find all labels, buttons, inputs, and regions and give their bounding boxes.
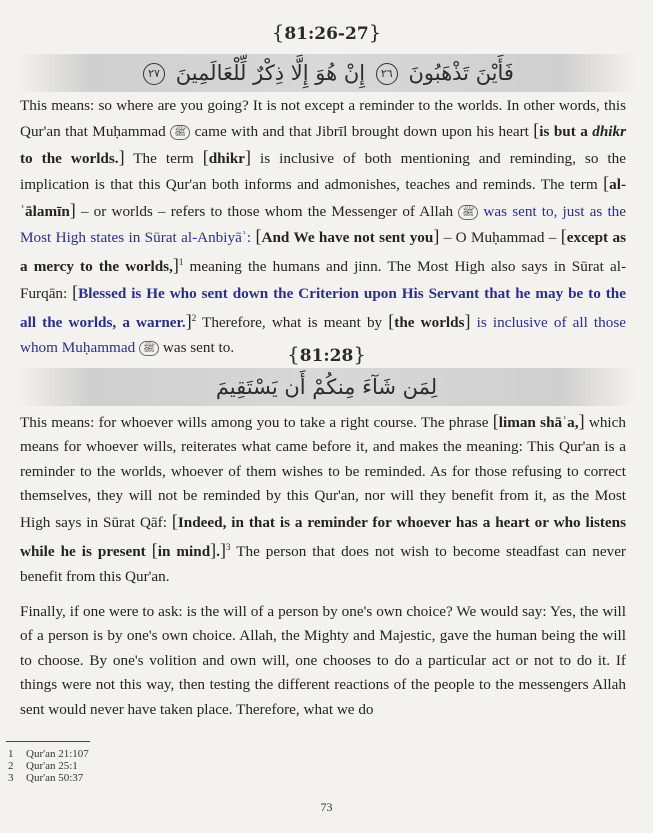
text-run: is inclusive of all those whom Muḥammad (20, 314, 626, 356)
salutation-symbol: ﷺ (458, 205, 478, 220)
footnote-3 (8, 772, 83, 784)
arabic-verse-text-1 (139, 61, 514, 85)
quran-quote: Indeed, in that is a reminder for whoever has a heart or who listens while he is present (20, 513, 627, 561)
footnote-number: 2 (8, 760, 14, 772)
bold-run: is but a (539, 123, 593, 141)
verse-reference-1: {81:26-27} (271, 20, 382, 44)
arabic-verse-banner-1 (18, 54, 635, 92)
text-run: is inclusive of both mentioning and reminding, so the implication is that this Qur'an both informs and admonishes, teaches and reminds. The term (20, 149, 626, 194)
arabic-phrase-b: إِنْ هُوَ إِلَّا ذِكْرٌ لِّلْعَالَمِينَ (175, 61, 366, 85)
footnote-text: Qur'an 21:107 (26, 748, 89, 760)
text-run: This means: so where are you going? It is not except a reminder to the worlds. In other words, this Qur'an that Muḥammad (20, 97, 626, 141)
footnote-1 (8, 748, 89, 760)
text-run: which means for whoever wills, reiterates what came before it, and makes the meaning: This Qur'an is a reminder to the worlds, whoever of them wishes to be reminded. As for those refusing to correct themselves, they will not be reminded by this Qur'an, nor will they benefit from it, as the Most High says in Sūrat Qāf: (20, 414, 626, 531)
italic-term: dhikr (592, 123, 627, 141)
bold-term: dhikr (208, 149, 246, 167)
bold-term: the worlds (394, 314, 465, 332)
quran-quote: . (216, 543, 220, 561)
text-run: This means: for whoever wills among you to take a right course. The phrase (20, 414, 493, 431)
footnote-number: 3 (8, 772, 14, 784)
verse-reference-text: 81:26-27 (284, 24, 369, 44)
verse-reference-text: 81:28 (299, 346, 354, 366)
page-number: 73 (320, 800, 333, 814)
quran-quote: Blessed is He who sent down the Criterion upon His Servant that he may be to the all the worlds, a warner. (20, 284, 626, 332)
arabic-verse-banner-2 (18, 368, 635, 406)
salutation-symbol: ﷺ (139, 341, 159, 356)
footnote-ref-2: 2 (191, 313, 197, 324)
text-run: – O Muḥammad – (439, 229, 561, 247)
footnote-text: Qur'an 50:37 (26, 772, 84, 784)
text-run: was sent to. (159, 338, 235, 356)
text-run: – or worlds – refers to those whom the Messenger of Allah (75, 202, 459, 220)
footnote-number: 1 (8, 748, 14, 760)
text-run: The person that does not wish to become steadfast can never benefit from this Qur'an. (20, 543, 626, 585)
verse-reference-2: {81:28} (286, 342, 367, 366)
quran-quote: in mind (157, 543, 211, 561)
quran-quote: And We have not sent you (261, 229, 434, 247)
arabic-verse-text-2: لِمَن شَآءَ مِنكُمْ أَن يَسْتَقِيمَ (215, 375, 438, 399)
bold-term: al-ʿālamīn (20, 176, 626, 220)
ayah-marker-26: ٢٦ (376, 63, 398, 85)
quran-quote: except as a mercy to the worlds, (20, 229, 626, 276)
text-run: Therefore, what is meant by (196, 314, 389, 332)
ayah-marker-27: ٢٧ (143, 63, 165, 85)
commentary-paragraph-3: Finally, if one were to ask: is the will of a person by one's own choice? We would say: Yes, the will of a person is by one's own choice. Allah, the Mighty and Majestic, gave the human being the will to choose. By one's volition and own will, one chooses to do a particular act or not to do it. If things were not this way, then testing the different reactions of the people to the messengers Allah sent would never have taken place. Therefore, what we do (20, 603, 626, 718)
bold-term: liman shāʾa, (498, 414, 579, 431)
commentary-paragraph-1: This means: so where are you going? It is not except a reminder to the worlds. In other words, this Qur'an that Muḥammad ﷺ came with and that Jibrīl brought down upon his heart [is but a dhikr to the worlds.] The term [dhikr] is inclusive of both mentioning and reminding, so the implication is that this Qur'an both informs and admonishes, teaches and reminds. The term [al-ʿālamīn] – or worlds – refers to those whom the Messenger of Allah ﷺ was sent to, just as the Most High states in Sūrat al-Anbiyāʾ: [And We have not sent you] – O Muḥammad – [except as a mercy to the worlds,]$^1$ meaning the humans and jinn. The Most High also says in Sūrat al-Furqān: [Blessed is He who sent down the Criterion upon His Servant that he may be to the all the worlds, a warner.]$^2$ Therefore, what is meant by [the worlds] is inclusive of all those whom Muḥammad ﷺ was sent to. (20, 97, 627, 356)
footnote-divider (6, 741, 90, 742)
bold-run: to the worlds. (20, 149, 119, 167)
footnote-text: Qur'an 25:1 (26, 760, 78, 772)
text-run: meaning the humans and jinn. The Most High also says in Sūrat al-Furqān: (20, 258, 626, 302)
commentary-paragraph-2: This means: for whoever wills among you to take a right course. The phrase [liman shāʾa,] which means for whoever wills, reiterates what came before it, and makes the meaning: This Qur'an is a reminder to the worlds, whoever of them wishes to be reminded. As for those refusing to correct themselves, they will not be reminded by this Qur'an, nor will they benefit from it, as the Most High says in Sūrat Qāf: [Indeed, in that is a reminder for whoever has a heart or who listens while he is present [in mind].]$^3$ The person that does not wish to become steadfast can never benefit from this Qur'an. (20, 411, 627, 585)
footnote-2 (8, 760, 78, 772)
arabic-phrase-a: فَأَيْنَ تَذْهَبُونَ (408, 61, 514, 85)
salutation-symbol: ﷺ (170, 125, 190, 140)
text-run: came with and that Jibrīl brought down upon his heart (190, 123, 534, 141)
text-run: was sent to, just as the Most High states in Sūrat al-Anbiyāʾ: (20, 202, 626, 247)
footnote-ref-1: 1 (178, 257, 184, 268)
text-run: The term (124, 149, 203, 167)
footnote-ref-3: 3 (225, 542, 231, 553)
